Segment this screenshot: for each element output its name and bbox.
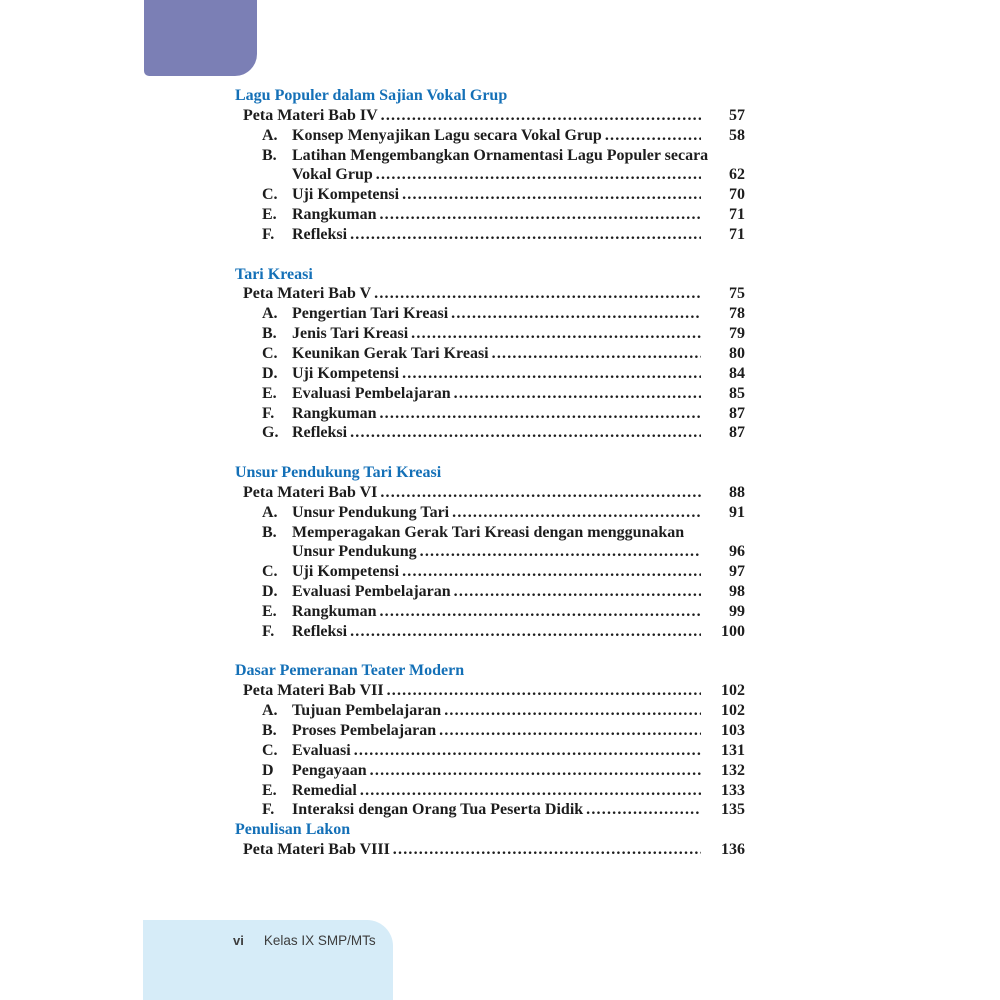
- top-corner-decoration: [144, 0, 257, 76]
- dot-leader: [420, 542, 701, 562]
- entry-page-number: 84: [729, 364, 745, 382]
- entry-text: Interaksi dengan Orang Tua Peserta Didik: [292, 801, 584, 819]
- section-title: Penulisan Lakon: [235, 821, 351, 839]
- dot-leader: [380, 483, 701, 503]
- entry-text: Proses Pembelajaran: [292, 722, 437, 739]
- entry-letter: A.: [262, 126, 278, 144]
- entry-text: Pengayaan: [292, 761, 367, 779]
- toc-entry-line: [235, 165, 745, 185]
- toc-entry-line: [235, 562, 745, 582]
- entry-letter: C.: [262, 186, 278, 204]
- entry-page-number: 57: [729, 106, 745, 124]
- toc-section: [235, 820, 745, 860]
- entry-page-number: 99: [729, 602, 745, 620]
- dot-leader: [402, 185, 701, 205]
- entry-text: Rangkuman: [292, 404, 377, 422]
- page-number: vi: [233, 933, 244, 948]
- entry-page-number: 102: [721, 702, 745, 720]
- dot-leader: [451, 304, 701, 324]
- dot-leader: [444, 701, 701, 721]
- toc-entry-line: [235, 185, 745, 205]
- dot-leader: [454, 384, 701, 404]
- entry-letter: F.: [262, 622, 275, 640]
- entry-letter: C.: [262, 563, 278, 581]
- entry-page-number: 78: [729, 305, 745, 323]
- toc-entry-line: [235, 126, 745, 146]
- entry-page-number: 91: [729, 503, 745, 521]
- footer-band: [143, 920, 393, 1000]
- entry-page-number: 71: [729, 225, 745, 243]
- toc-entry-line: [235, 284, 745, 304]
- entry-page-number: 135: [721, 801, 745, 819]
- dot-leader: [387, 681, 701, 701]
- entry-letter: F.: [262, 801, 275, 819]
- toc-entry-line: [235, 364, 745, 384]
- toc-section: [235, 661, 745, 820]
- table-of-contents: [235, 86, 745, 860]
- entry-text: Uji Kompetensi: [292, 186, 400, 204]
- dot-leader: [360, 781, 701, 801]
- entry-text: Unsur Pendukung Tari: [292, 503, 450, 521]
- section-title: Tari Kreasi: [235, 265, 313, 283]
- toc-section: [235, 463, 745, 642]
- entry-text: Memperagakan Gerak Tari Kreasi dengan menggunakan: [292, 523, 685, 541]
- entry-page-number: 62: [729, 166, 745, 184]
- entry-page-number: 98: [729, 583, 745, 601]
- toc-entry-line: [235, 404, 745, 424]
- dot-leader: [376, 165, 701, 185]
- entry-letter: G.: [262, 424, 279, 442]
- entry-page-number: 71: [729, 206, 745, 224]
- entry-letter: E.: [262, 781, 277, 799]
- entry-letter: A.: [262, 305, 278, 323]
- entry-text: Unsur Pendukung: [292, 543, 417, 561]
- entry-text: Evaluasi Pembelajaran: [292, 384, 451, 402]
- dot-leader: [586, 800, 701, 820]
- entry-text: Refleksi: [292, 424, 348, 442]
- entry-letter: C.: [262, 741, 278, 759]
- dot-leader: [350, 423, 701, 443]
- toc-entry-line: [235, 225, 745, 245]
- toc-entry-line: [235, 483, 745, 503]
- entry-text: Evaluasi Pembelajaran: [292, 583, 451, 601]
- entry-page-number: 103: [721, 722, 745, 739]
- entry-text: Rangkuman: [292, 602, 377, 620]
- toc-section: [235, 265, 745, 444]
- entry-text: Keunikan Gerak Tari Kreasi: [292, 344, 489, 362]
- entry-text: Pengertian Tari Kreasi: [292, 305, 449, 323]
- entry-text: Latihan Mengembangkan Ornamentasi Lagu Populer secara: [292, 146, 709, 164]
- entry-page-number: 96: [729, 543, 745, 561]
- toc-entry-line: [235, 701, 745, 721]
- toc-entry-line: [235, 423, 745, 443]
- dot-leader: [381, 106, 701, 126]
- entry-text: Uji Kompetensi: [292, 364, 400, 382]
- entry-letter: E.: [262, 602, 277, 620]
- entry-letter: D.: [262, 583, 278, 601]
- entry-text: Peta Materi Bab V: [243, 285, 372, 303]
- toc-section: [235, 86, 745, 245]
- entry-text: Peta Materi Bab VI: [243, 483, 378, 501]
- entry-text: Evaluasi: [292, 741, 351, 759]
- toc-entry-line: [235, 304, 745, 324]
- entry-page-number: 85: [729, 384, 745, 402]
- toc-entry-line: [235, 622, 745, 642]
- entry-text: Refleksi: [292, 622, 348, 640]
- toc-entry-line: [235, 721, 745, 741]
- toc-entry-line: [235, 781, 745, 801]
- dot-leader: [402, 562, 701, 582]
- entry-page-number: 136: [721, 841, 745, 859]
- dot-leader: [452, 503, 701, 523]
- toc-entry-line: [235, 205, 745, 225]
- entry-text: Refleksi: [292, 225, 348, 243]
- entry-page-number: 58: [729, 126, 745, 144]
- entry-page-number: 75: [729, 285, 745, 303]
- entry-letter: C.: [262, 344, 278, 362]
- entry-text: Tujuan Pembelajaran: [292, 702, 442, 720]
- entry-letter: B.: [262, 523, 277, 541]
- toc-entry-line: [235, 106, 745, 126]
- toc-entry-line: [235, 741, 745, 761]
- entry-page-number: 88: [729, 483, 745, 501]
- entry-page-number: 133: [721, 781, 745, 799]
- toc-entry-line: [235, 681, 745, 701]
- dot-leader: [605, 126, 701, 146]
- toc-entry-line: [235, 761, 745, 781]
- entry-page-number: 97: [729, 563, 745, 581]
- section-title: Unsur Pendukung Tari Kreasi: [235, 464, 442, 482]
- dot-leader: [393, 840, 701, 860]
- entry-letter: D: [262, 761, 274, 779]
- dot-leader: [350, 622, 701, 642]
- section-title: Lagu Populer dalam Sajian Vokal Grup: [235, 87, 508, 104]
- dot-leader: [411, 324, 701, 344]
- toc-entry-line: [235, 523, 745, 543]
- entry-text: Rangkuman: [292, 206, 377, 224]
- entry-text: Vokal Grup: [292, 166, 373, 184]
- sections: [235, 86, 745, 860]
- toc-entry-line: [235, 344, 745, 364]
- entry-letter: B.: [262, 325, 277, 343]
- dot-leader: [379, 205, 701, 225]
- entry-page-number: 131: [721, 741, 745, 759]
- section-title: Dasar Pemeranan Teater Modern: [235, 662, 465, 680]
- entry-text: Peta Materi Bab VIII: [243, 841, 390, 859]
- entry-page-number: 87: [729, 424, 745, 442]
- entry-text: Konsep Menyajikan Lagu secara Vokal Grup: [292, 126, 602, 144]
- entry-page-number: 102: [721, 682, 745, 700]
- entry-letter: E.: [262, 384, 277, 402]
- entry-text: Peta Materi Bab VII: [243, 682, 384, 700]
- dot-leader: [354, 741, 701, 761]
- toc-entry-line: [235, 384, 745, 404]
- entry-page-number: 132: [721, 761, 745, 779]
- entry-page-number: 100: [721, 622, 745, 640]
- toc-entry-line: [235, 840, 745, 860]
- dot-leader: [439, 721, 701, 741]
- dot-leader: [350, 225, 701, 245]
- footer-book-label: Kelas IX SMP/MTs: [263, 933, 376, 948]
- entry-letter: A.: [262, 503, 278, 521]
- entry-text: Jenis Tari Kreasi: [292, 325, 409, 343]
- dot-leader: [454, 582, 701, 602]
- dot-leader: [370, 761, 701, 781]
- entry-text: Uji Kompetensi: [292, 563, 400, 581]
- entry-letter: B.: [262, 146, 277, 164]
- entry-page-number: 87: [729, 404, 745, 422]
- toc-entry-line: [235, 324, 745, 344]
- entry-letter: D.: [262, 364, 278, 382]
- dot-leader: [379, 404, 701, 424]
- entry-text: Remedial: [292, 781, 357, 799]
- entry-text: Peta Materi Bab IV: [243, 106, 378, 124]
- entry-letter: E.: [262, 206, 277, 224]
- dot-leader: [492, 344, 701, 364]
- entry-letter: B.: [262, 722, 277, 739]
- entry-letter: A.: [262, 702, 278, 720]
- toc-entry-line: [235, 542, 745, 562]
- dot-leader: [402, 364, 701, 384]
- toc-entry-line: [235, 503, 745, 523]
- entry-page-number: 70: [729, 186, 745, 204]
- entry-page-number: 80: [729, 344, 745, 362]
- toc-entry-line: [235, 800, 745, 820]
- dot-leader: [374, 284, 701, 304]
- entry-letter: F.: [262, 404, 275, 422]
- entry-letter: F.: [262, 225, 275, 243]
- entry-page-number: 79: [729, 325, 745, 343]
- toc-entry-line: [235, 146, 745, 166]
- toc-entry-line: [235, 602, 745, 622]
- dot-leader: [379, 602, 701, 622]
- toc-entry-line: [235, 582, 745, 602]
